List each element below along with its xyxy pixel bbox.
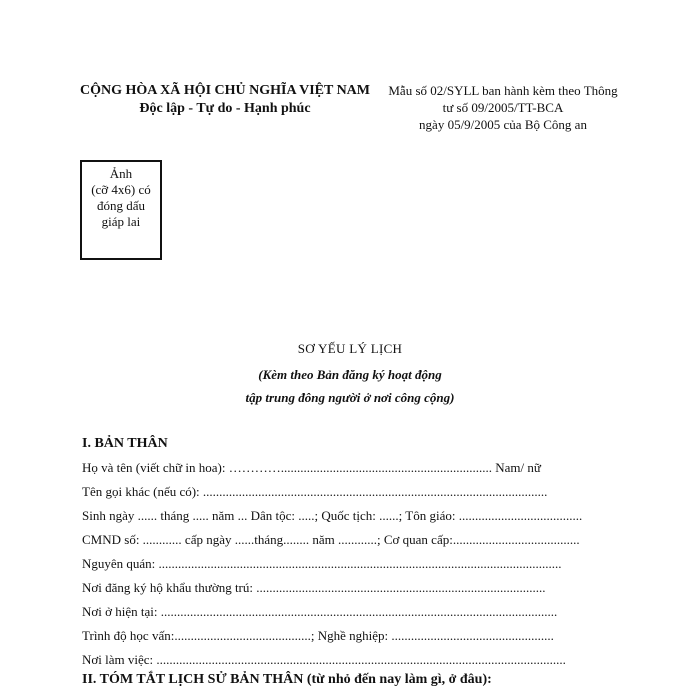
field-permanent-residence: Nơi đăng ký hộ khẩu thường trú: ......................................................................................... [82, 580, 546, 595]
field-workplace: Nơi làm việc: .............................................................................................................................. [82, 652, 566, 667]
photo-label-line2: (cỡ 4x6) có [91, 182, 151, 197]
photo-label-line1: Ảnh [109, 166, 133, 181]
field-full-name: Họ và tên (viết chữ in hoa): …………................................................................. Nam/ nữ [82, 460, 541, 475]
field-id-card: CMND số: ............ cấp ngày ......tháng........ năm ............; Cơ quan cấp:....................................... [82, 532, 580, 547]
form-reference-line3: ngày 05/9/2005 của Bộ Công an [419, 117, 587, 132]
country-name: CỘNG HÒA XÃ HỘI CHỦ NGHĨA VIỆT NAM [79, 83, 370, 98]
form-reference-line1: Mẫu số 02/SYLL ban hành kèm theo Thông [388, 83, 618, 98]
photo-label-line3: đóng dấu [96, 198, 146, 213]
form-reference-line2: tư số 09/2005/TT-BCA [442, 100, 564, 115]
document-subtitle-line1: (Kèm theo Bản đăng ký hoạt động [258, 367, 442, 382]
field-birth-ethnicity: Sinh ngày ...... tháng ..... năm ... Dân tộc: .....; Quốc tịch: ......; Tôn giáo: ...................................... [82, 508, 583, 523]
photo-label-line4: giáp lai [101, 214, 141, 229]
field-education-occupation: Trình độ học vấn:..........................................; Nghề nghiệp: .................................................. [82, 628, 554, 643]
section-heading-history: II. TÓM TẮT LỊCH SỬ BẢN THÂN (từ nhỏ đến nay làm gì, ở đâu): [82, 672, 492, 687]
photo-box [80, 160, 162, 260]
document-title: SƠ YẾU LÝ LỊCH [297, 341, 403, 356]
field-other-name: Tên gọi khác (nếu có): .......................................................................................................... [82, 484, 548, 499]
document-subtitle-line2: tập trung đông người ở nơi công cộng) [245, 390, 455, 405]
header-right [378, 82, 628, 133]
header-left [70, 82, 380, 118]
section-heading-personal: I. BẢN THÂN [82, 436, 168, 451]
field-origin: Nguyên quán: ............................................................................................................................ [82, 556, 562, 571]
national-motto: Độc lập - Tự do - Hạnh phúc [139, 101, 311, 116]
field-current-address: Nơi ở hiện tại: .......................................................................................................................... [82, 604, 558, 619]
